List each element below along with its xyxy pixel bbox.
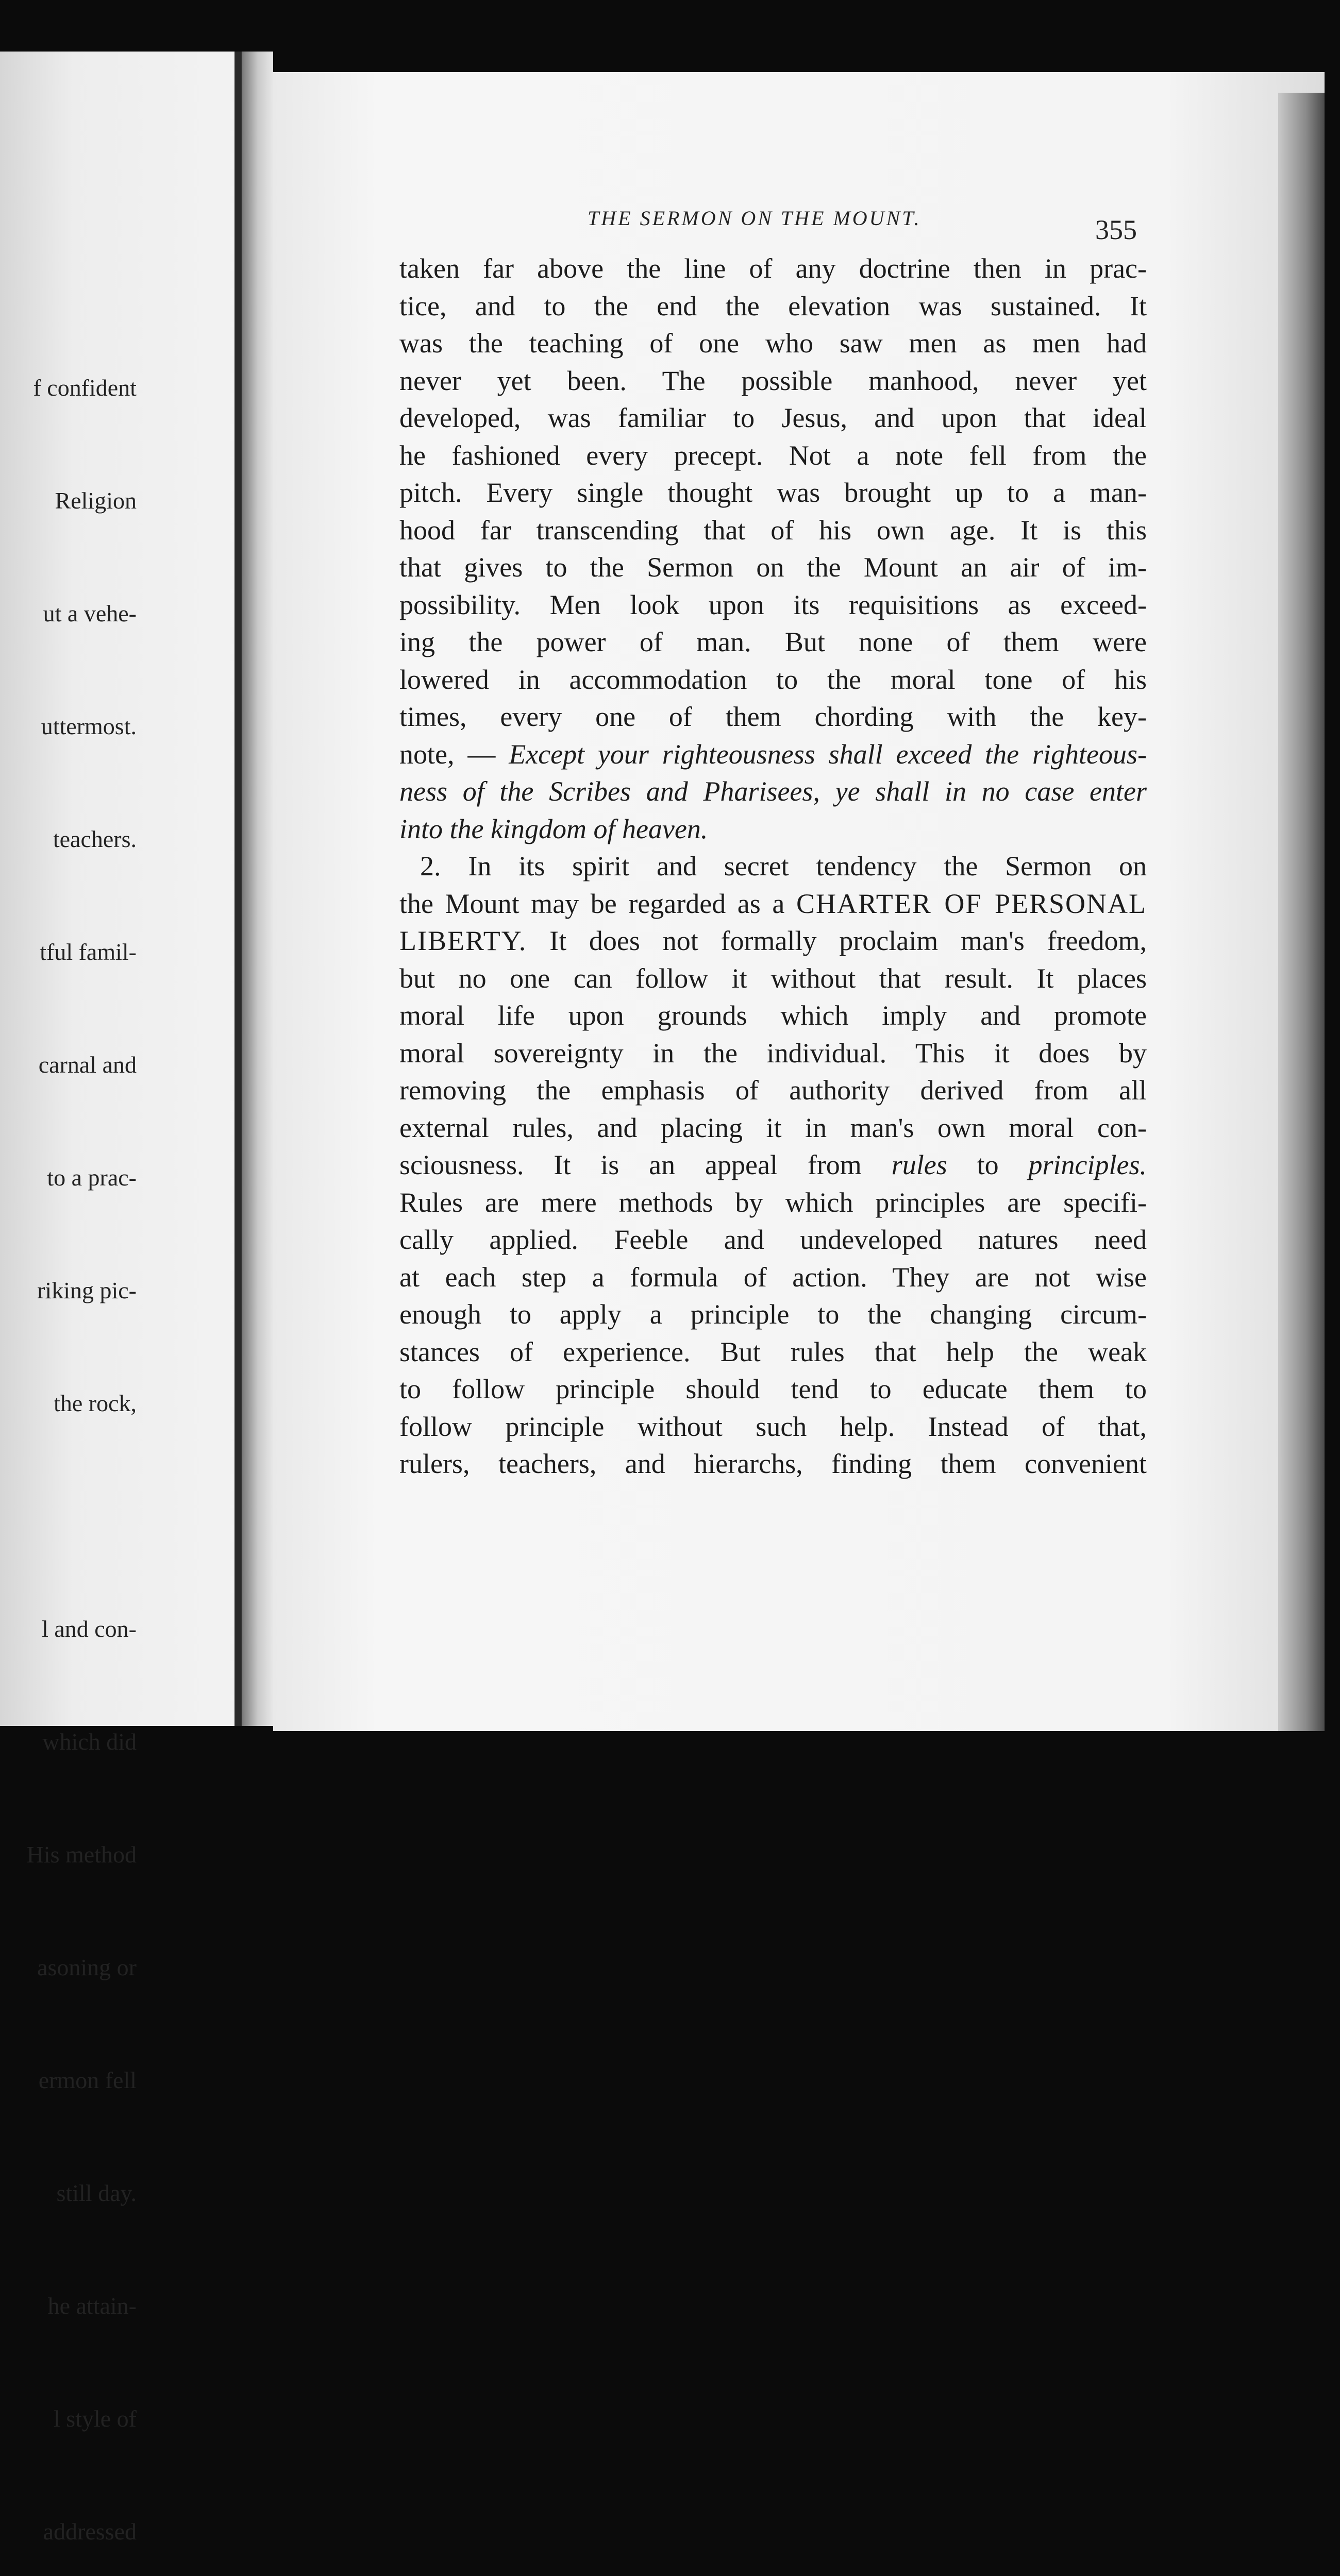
text-line-mixed	[399, 922, 1147, 960]
text-line: times, every one of them chording with the key-	[399, 701, 1147, 732]
text-line: tice, and to the end the elevation was sustained. It	[399, 290, 1147, 321]
text-line: to follow principle should tend to educate them to	[399, 1374, 1147, 1404]
text-line: cally applied. Feeble and undeveloped natures need	[399, 1224, 1147, 1255]
text-line: Rules are mere methods by which principles are specifi-	[399, 1187, 1147, 1218]
left-line: which did	[42, 1728, 137, 1755]
text-line: stances of experience. But rules that help the weak	[399, 1336, 1147, 1367]
text-segment: It does not formally proclaim man's freedom,	[527, 925, 1147, 956]
page-edge	[1278, 93, 1325, 1731]
text-line: removing the emphasis of authority derived from all	[399, 1075, 1147, 1106]
small-caps-term: LIBERTY.	[399, 925, 527, 956]
text-line: that gives to the Sermon on the Mount an air of im-	[399, 552, 1147, 583]
left-line: addressed	[43, 2518, 137, 2545]
left-line: ermon fell	[38, 2067, 137, 2093]
paragraph-start: 2. In its spirit and secret tendency the Sermon on	[420, 851, 1147, 882]
left-line: still day.	[56, 2180, 137, 2206]
left-line: to a prac-	[47, 1164, 137, 1191]
text-line: developed, was familiar to Jesus, and upon that ideal	[399, 402, 1147, 433]
left-line: asoning or	[37, 1954, 137, 1980]
text-line: external rules, and placing it in man's own moral con-	[399, 1112, 1147, 1143]
left-line	[27, 1497, 137, 1535]
text-line: hood far transcending that of his own age. It is this	[399, 514, 1147, 546]
left-page-text	[27, 294, 137, 2576]
left-line: His method	[26, 1841, 137, 1868]
text-line: enough to apply a principle to the changing circum-	[399, 1299, 1147, 1330]
text-segment: note, —	[399, 738, 509, 770]
left-line: the rock,	[54, 1390, 137, 1416]
left-page-edge	[234, 52, 242, 1726]
left-line: l and con-	[42, 1616, 137, 1642]
left-line: he attain-	[47, 2293, 137, 2319]
left-line: riking pic-	[37, 1277, 137, 1303]
text-line: he fashioned every precept. Not a note fell from the	[399, 439, 1147, 471]
text-line: taken far above the line of any doctrine then in prac-	[399, 253, 1147, 284]
left-line: Religion	[55, 487, 137, 514]
text-line: moral life upon grounds which imply and promote	[399, 1000, 1147, 1031]
body-text	[399, 250, 1147, 1483]
left-page	[0, 52, 242, 2545]
scripture-quote: into the kingdom of heaven.	[399, 813, 708, 844]
scripture-quote: ness of the Scribes and Pharisees, ye shall in no case enter	[399, 776, 1147, 807]
small-caps-term: CHARTER OF PERSONAL	[796, 888, 1147, 919]
scripture-quote: Except your righteousness shall exceed the righteous-	[509, 738, 1147, 770]
left-line: carnal and	[38, 1052, 137, 1078]
text-segment: to	[947, 1149, 1029, 1180]
left-line: f confident	[33, 375, 137, 401]
running-head: THE SERMON ON THE MOUNT.	[588, 207, 922, 230]
text-segment: the Mount may be regarded as a	[399, 888, 796, 919]
text-line: moral sovereignty in the individual. This it does by	[399, 1037, 1147, 1069]
left-line: l style of	[54, 2405, 137, 2432]
text-line: pitch. Every single thought was brought up to a man-	[399, 477, 1147, 508]
text-line: at each step a formula of action. They are not wise	[399, 1261, 1147, 1293]
text-segment: sciousness. It is an appeal from	[399, 1149, 892, 1180]
page-number: 355	[1095, 214, 1137, 245]
book-gutter	[242, 52, 273, 1726]
text-line: follow principle without such help. Instead of that,	[399, 1411, 1147, 1442]
text-line: never yet been. The possible manhood, never yet	[399, 365, 1147, 396]
left-line: teachers.	[53, 826, 137, 852]
italic-term: principles.	[1028, 1149, 1147, 1180]
text-line-mixed	[399, 736, 1147, 773]
text-line-mixed	[399, 885, 1147, 923]
left-line: uttermost.	[41, 713, 137, 739]
left-line: tful famil-	[40, 939, 137, 965]
text-line-mixed	[399, 1146, 1147, 1184]
text-line: was the teaching of one who saw men as men had	[399, 328, 1147, 359]
italic-term: rules	[891, 1149, 947, 1180]
left-line: ut a vehe-	[43, 600, 137, 626]
text-line: rulers, teachers, and hierarchs, finding them convenient	[399, 1448, 1147, 1479]
text-line: ing the power of man. But none of them were	[399, 626, 1147, 657]
text-line: but no one can follow it without that result. It places	[399, 962, 1147, 994]
text-line: lowered in accommodation to the moral tone of his	[399, 664, 1147, 695]
text-line: possibility. Men look upon its requisitions as exceed-	[399, 589, 1147, 620]
